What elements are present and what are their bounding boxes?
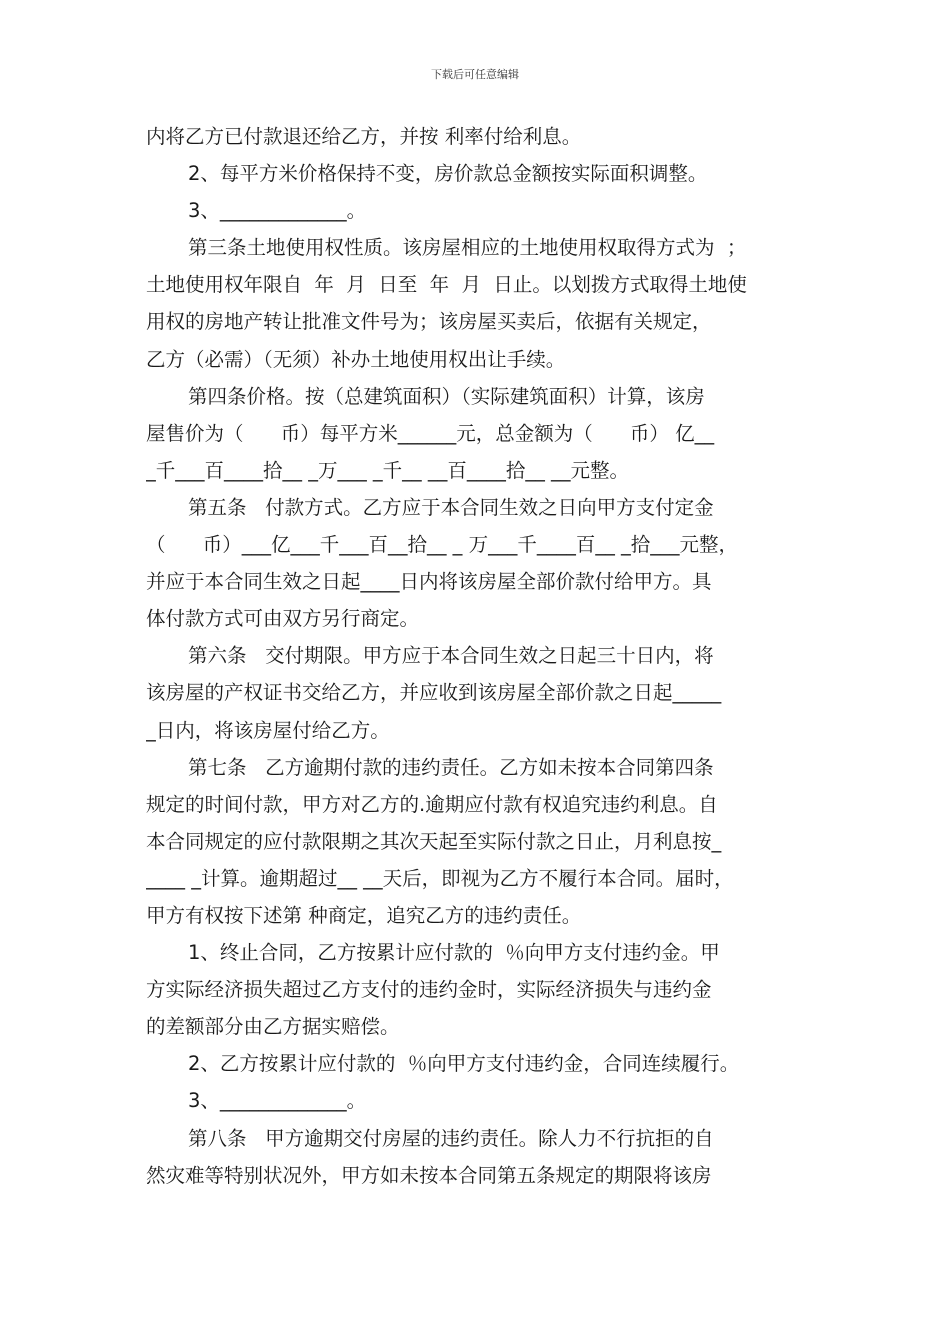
text-line: （ 币）___亿___千___百__拾__ _ 万___千____百__ _拾___元整， — [146, 533, 739, 557]
text-line: 并应于本合同生效之日起____日内将该房屋全部价款付给甲方。具 — [146, 570, 712, 594]
text-line: 第三条土地使用权性质。该房屋相应的土地使用权取得方式为 ； — [188, 236, 747, 260]
text-line: 方实际经济损失超过乙方支付的违约金时，实际经济损失与违约金 — [146, 978, 712, 1002]
page-header: 下载后可任意编辑 — [431, 68, 519, 81]
text-line: 3、_____________。 — [188, 199, 367, 223]
text-line: ____ _计算。逾期超过__ __天后，即视为乙方不履行本合同。届时， — [146, 866, 734, 890]
text-line: 该房屋的产权证书交给乙方，并应收到该房屋全部价款之日起_____ — [146, 681, 722, 705]
text-line: 内将乙方已付款退还给乙方，并按 利率付给利息。 — [146, 125, 582, 148]
text-line: 屋售价为（ 币）每平方米______元，总金额为（ 币） 亿__ — [146, 421, 715, 445]
text-line: 3、_____________。 — [188, 1089, 367, 1113]
text-line: 第八条 甲方逾期交付房屋的违约责任。除人力不行抗拒的自 — [188, 1126, 714, 1150]
contract-body — [146, 118, 811, 1194]
text-line: 第五条 付款方式。乙方应于本合同生效之日向甲方支付定金 — [188, 495, 714, 519]
text-line: 然灾难等特别状况外，甲方如未按本合同第五条规定的期限将该房 — [146, 1163, 712, 1187]
text-line: 乙方（必需）（无须）补办土地使用权出让手续。 — [146, 347, 566, 371]
text-line: 2、乙方按累计应付款的 ％向甲方支付违约金，合同连续履行。 — [188, 1052, 740, 1076]
text-line: 用权的房地产转让批准文件号为；该房屋买卖后，依据有关规定， — [146, 310, 712, 334]
text-line: _日内，将该房屋付给乙方。 — [146, 718, 390, 742]
text-line: 第四条价格。按（总建筑面积）（实际建筑面积）计算，该房 — [188, 384, 705, 408]
text-line: 本合同规定的应付款限期之其次天起至实际付款之日止，月利息按_ — [146, 829, 722, 853]
text-line: 体付款方式可由双方另行商定。 — [146, 607, 420, 631]
text-line: 第六条 交付期限。甲方应于本合同生效之日起三十日内，将 — [188, 644, 714, 668]
text-line: 1、终止合同，乙方按累计应付款的 ％向甲方支付违约金。甲 — [188, 941, 720, 965]
text-line: 第七条 乙方逾期付款的违约责任。乙方如未按本合同第四条 — [188, 755, 714, 779]
text-line: 的差额部分由乙方据实赔偿。 — [146, 1015, 400, 1039]
text-line: _千___百____拾__ _万___ _千__ __百____拾__ __元整。 — [146, 458, 630, 482]
text-line: 土地使用权年限自 年 月 日至 年 月 日止。以划拨方式取得土地使 — [146, 273, 747, 297]
text-line: 规定的时间付款，甲方对乙方的.逾期应付款有权追究违约利息。自 — [146, 792, 718, 816]
text-line: 甲方有权按下述第 种商定，追究乙方的违约责任。 — [146, 903, 582, 927]
text-line: 2、每平方米价格保持不变，房价款总金额按实际面积调整。 — [188, 162, 708, 186]
